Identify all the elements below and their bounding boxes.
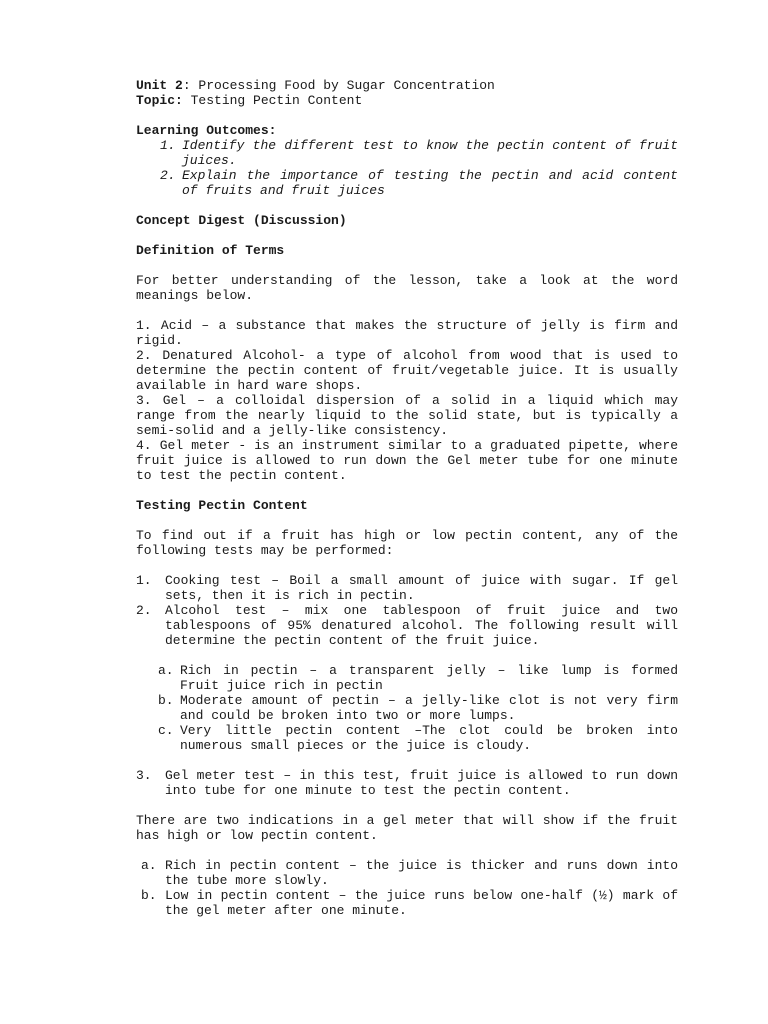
- test-item: 1. Cooking test – Boil a small amount of juice with sugar. If gel sets, then it is rich in pectin.: [136, 573, 678, 603]
- topic-line: [136, 93, 678, 108]
- indication-item: a. Rich in pectin content – the juice is thicker and runs down into the tube more slowly.: [141, 858, 678, 888]
- learning-outcome-item: 1. Identify the different test to know the pectin content of fruit juices.: [160, 138, 678, 168]
- learning-outcomes-heading: Learning Outcomes:: [136, 123, 277, 138]
- concept-digest-heading: Concept Digest (Discussion): [136, 213, 347, 228]
- indications-intro: There are two indications in a gel meter that will show if the fruit has high or low pectin content.: [136, 813, 678, 843]
- testing-intro: To find out if a fruit has high or low pectin content, any of the following tests may be performed:: [136, 528, 678, 558]
- test-item: 2. Alcohol test – mix one tablespoon of fruit juice and two tablespoons of 95% denatured alcohol. The following result will determine the pectin content of the fruit juice.: [136, 603, 678, 648]
- unit-line: [136, 78, 678, 93]
- indication-item: b. Low in pectin content – the juice runs below one-half (½) mark of the gel meter after one minute.: [141, 888, 678, 918]
- learning-outcome-item: 2. Explain the importance of testing the pectin and acid content of fruits and fruit juices: [160, 168, 678, 198]
- definition-intro: For better understanding of the lesson, take a look at the word meanings below.: [136, 273, 678, 303]
- unit-title: : Processing Food by Sugar Concentration: [182, 78, 495, 93]
- definition-item: 1. Acid – a substance that makes the structure of jelly is firm and rigid.: [136, 318, 678, 348]
- definition-item: 3. Gel – a colloidal dispersion of a solid in a liquid which may range from the nearly liquid to the solid state, but is typically a semi-solid and a jelly-like consistency.: [136, 393, 678, 438]
- document-page: [136, 78, 678, 918]
- testing-heading: Testing Pectin Content: [136, 498, 308, 513]
- alcohol-result-item: a. Rich in pectin – a transparent jelly – like lump is formed Fruit juice rich in pectin: [158, 663, 678, 693]
- topic-title: Testing Pectin Content: [182, 93, 363, 108]
- test-item: 3. Gel meter test – in this test, fruit juice is allowed to run down into tube for one minute to test the pectin content.: [136, 768, 678, 798]
- alcohol-result-item: c. Very little pectin content –The clot could be broken into numerous small pieces or the juice is cloudy.: [158, 723, 678, 753]
- topic-label: Topic:: [136, 93, 183, 108]
- alcohol-result-item: b. Moderate amount of pectin – a jelly-like clot is not very firm and could be broken into two or more lumps.: [158, 693, 678, 723]
- definition-item: 2. Denatured Alcohol- a type of alcohol from wood that is used to determine the pectin content of fruit/vegetable juice. It is usually available in hard ware shops.: [136, 348, 678, 393]
- definition-heading: Definition of Terms: [136, 243, 285, 258]
- definition-item: 4. Gel meter - is an instrument similar to a graduated pipette, where fruit juice is allowed to run down the Gel meter tube for one minute to test the pectin content.: [136, 438, 678, 483]
- unit-label: Unit 2: [136, 78, 183, 93]
